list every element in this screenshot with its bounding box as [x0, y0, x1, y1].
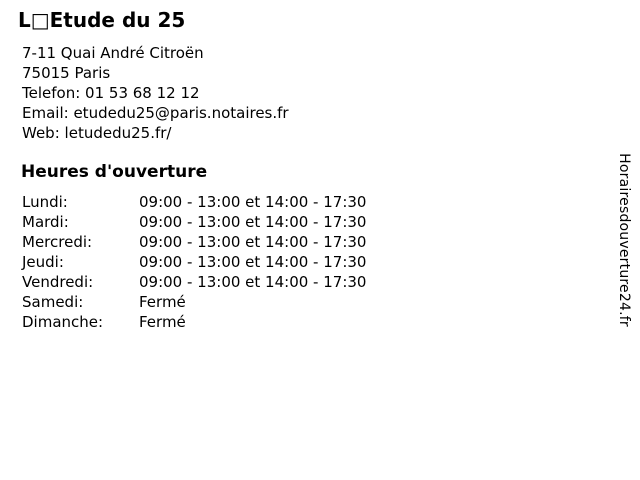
- day-label: Dimanche:: [22, 313, 104, 331]
- phone-line: [22, 83, 289, 103]
- day-label: Samedi:: [22, 293, 84, 311]
- day-times: Fermé: [139, 313, 186, 331]
- day-label: Mercredi:: [22, 233, 93, 251]
- contact-block: [22, 43, 289, 143]
- web-line: [22, 123, 289, 143]
- hours-row: [22, 212, 366, 232]
- day-times: 09:00 - 13:00 et 14:00 - 17:30: [139, 253, 367, 271]
- day-label: Mardi:: [22, 213, 69, 231]
- hours-row: [22, 252, 366, 272]
- day-times: 09:00 - 13:00 et 14:00 - 17:30: [139, 193, 367, 211]
- email-line: [22, 103, 289, 123]
- day-times: Fermé: [139, 293, 186, 311]
- day-label: Lundi:: [22, 193, 68, 211]
- hours-row: [22, 192, 366, 212]
- opening-hours-table: [22, 192, 366, 332]
- hours-row: [22, 292, 366, 312]
- day-times: 09:00 - 13:00 et 14:00 - 17:30: [139, 233, 367, 251]
- phone-label: Telefon:: [22, 84, 81, 102]
- address-line-2: 75015 Paris: [22, 64, 111, 82]
- email-value: etudedu25@paris.notaires.fr: [73, 104, 289, 122]
- web-value: letudedu25.fr/: [64, 124, 172, 142]
- business-name-title: L□Etude du 25: [18, 8, 186, 32]
- hours-row: [22, 232, 366, 252]
- day-times: 09:00 - 13:00 et 14:00 - 17:30: [139, 213, 367, 231]
- address-line-1: 7-11 Quai André Citroën: [22, 44, 204, 62]
- watermark-vertical-text: Horairesdouverture24.fr: [616, 153, 632, 327]
- opening-hours-heading: Heures d'ouverture: [21, 162, 208, 182]
- hours-row: [22, 312, 366, 332]
- day-label: Jeudi:: [22, 253, 64, 271]
- day-label: Vendredi:: [22, 273, 94, 291]
- phone-value: 01 53 68 12 12: [85, 84, 200, 102]
- web-label: Web:: [22, 124, 60, 142]
- email-label: Email:: [22, 104, 69, 122]
- hours-row: [22, 272, 366, 292]
- day-times: 09:00 - 13:00 et 14:00 - 17:30: [139, 273, 367, 291]
